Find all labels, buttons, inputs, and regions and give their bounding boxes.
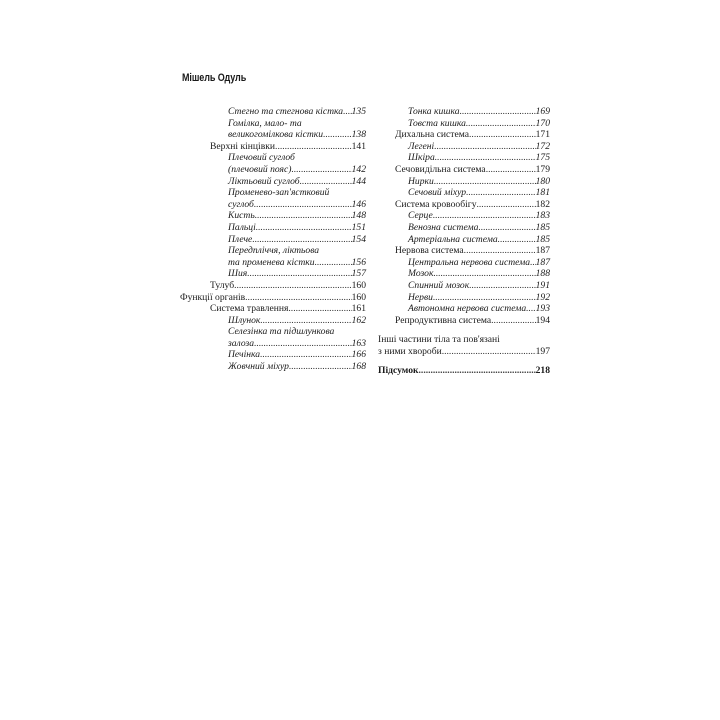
dot-leader bbox=[477, 199, 536, 211]
toc-page-number: 194 bbox=[535, 314, 550, 326]
toc-page-number: 144 bbox=[351, 175, 366, 187]
toc-spacer bbox=[378, 357, 550, 365]
toc-page-number: 138 bbox=[351, 129, 366, 141]
toc-entry-title: (плечовий пояс) bbox=[228, 163, 292, 175]
toc-entry[interactable] bbox=[378, 210, 550, 222]
toc-entry[interactable] bbox=[180, 234, 366, 246]
toc-entry-title: Сечовидільна система bbox=[395, 163, 486, 175]
dot-leader bbox=[469, 280, 535, 292]
dot-leader bbox=[486, 164, 536, 176]
dot-leader bbox=[260, 349, 352, 361]
dot-leader bbox=[256, 222, 352, 234]
toc-entry[interactable] bbox=[180, 349, 366, 361]
toc-entry-title: Артеріальна система bbox=[408, 233, 498, 245]
toc-page-number: 135 bbox=[351, 106, 366, 117]
toc-entry-title: Тонка кишка bbox=[408, 106, 460, 117]
toc-page-number: 185 bbox=[535, 221, 550, 233]
dot-leader bbox=[291, 164, 351, 176]
toc-entry-title-line: Передпліччя, ліктьова bbox=[228, 245, 320, 257]
dot-leader bbox=[526, 303, 535, 315]
toc-page-number: 179 bbox=[535, 163, 550, 175]
toc-page-number: 146 bbox=[351, 198, 366, 210]
dot-leader bbox=[315, 257, 352, 269]
toc-page-number: 183 bbox=[535, 210, 550, 222]
toc-entry-title: Сечовий міхур bbox=[408, 187, 467, 199]
toc-entry[interactable] bbox=[378, 141, 550, 153]
toc-entry-title-line: Гомілка, мало- та bbox=[228, 117, 302, 129]
toc-entry-title: Кисть bbox=[228, 210, 255, 222]
toc-entry[interactable] bbox=[378, 164, 550, 176]
toc-page-number: 163 bbox=[351, 337, 366, 349]
toc-page-number: 218 bbox=[535, 365, 550, 377]
toc-entry[interactable] bbox=[180, 141, 366, 153]
toc-entry[interactable] bbox=[180, 245, 366, 268]
toc-entry-title: Підсумок bbox=[378, 365, 419, 377]
dot-leader bbox=[252, 234, 351, 246]
toc-entry-title: Нирки bbox=[408, 175, 434, 187]
toc-page-number: 197 bbox=[535, 345, 550, 357]
toc-entry-title: Серце bbox=[408, 210, 433, 222]
dot-leader bbox=[300, 176, 352, 188]
dot-leader bbox=[491, 315, 535, 327]
toc-entry-title: Жовчний міхур bbox=[228, 361, 289, 373]
dot-leader bbox=[433, 210, 536, 222]
toc-page-number: 142 bbox=[351, 163, 366, 175]
toc-entry[interactable] bbox=[180, 326, 366, 349]
dot-leader bbox=[245, 292, 351, 304]
toc-page-number: 180 bbox=[535, 175, 550, 187]
toc-entry-title: Автономна нервова система bbox=[408, 303, 527, 315]
toc-entry-title: Система кровообігу bbox=[395, 198, 477, 210]
toc-entry-title: Спинний мозок bbox=[408, 279, 470, 291]
toc-page-number: 192 bbox=[535, 291, 550, 303]
toc-entry-title: великогомілкова кістки bbox=[228, 129, 324, 141]
dot-leader bbox=[247, 268, 351, 280]
toc-entry-title: Центральна нервова система bbox=[408, 256, 531, 268]
toc-entry-title: Пальці bbox=[228, 221, 256, 233]
toc-entry[interactable] bbox=[378, 268, 550, 280]
toc-entry[interactable] bbox=[378, 176, 550, 188]
toc-entry-title: залоза bbox=[228, 337, 255, 349]
toc-entry[interactable] bbox=[378, 199, 550, 211]
dot-leader bbox=[460, 106, 536, 118]
toc-page-number: 168 bbox=[351, 361, 366, 373]
toc-entry[interactable] bbox=[378, 106, 550, 118]
toc-entry[interactable] bbox=[378, 129, 550, 141]
toc-entry[interactable] bbox=[180, 280, 366, 292]
toc-page-number: 188 bbox=[535, 268, 550, 280]
dot-leader bbox=[433, 292, 536, 304]
toc-page-number: 193 bbox=[535, 303, 550, 315]
toc-entry-title: Легені bbox=[408, 140, 435, 152]
toc-entry-title-line: Інші частини тіла та пов'язані bbox=[378, 334, 500, 346]
toc-entry[interactable] bbox=[378, 187, 550, 199]
dot-leader bbox=[434, 141, 535, 153]
toc-entry-title: Венозна система bbox=[408, 221, 479, 233]
dot-leader bbox=[434, 176, 536, 188]
author-name: Мішель Одуль bbox=[182, 72, 247, 84]
toc-entry-title: Система травлення bbox=[210, 303, 289, 315]
toc-entry[interactable] bbox=[378, 280, 550, 292]
toc-entry[interactable] bbox=[378, 234, 550, 246]
toc-page-number: 187 bbox=[535, 256, 550, 268]
toc-entry-title: Стегно та стегнова кістка bbox=[228, 106, 344, 117]
toc-page-number: 185 bbox=[535, 233, 550, 245]
dot-leader bbox=[433, 268, 535, 280]
toc-page-number: 148 bbox=[351, 210, 366, 222]
toc-entry-title: Плече bbox=[228, 233, 253, 245]
toc-entry[interactable] bbox=[180, 361, 366, 373]
toc-entry-title: Шлунок bbox=[228, 314, 261, 326]
toc-page-number: 187 bbox=[535, 245, 550, 257]
toc-entry-title: Печінка bbox=[228, 349, 261, 361]
toc-page-number: 151 bbox=[351, 221, 366, 233]
toc-page-number: 162 bbox=[351, 314, 366, 326]
toc-page-number: 156 bbox=[351, 256, 366, 268]
toc-page-number: 166 bbox=[351, 349, 366, 361]
dot-leader bbox=[464, 245, 536, 257]
dot-leader bbox=[254, 338, 352, 350]
toc-entry[interactable] bbox=[378, 292, 550, 304]
dot-leader bbox=[469, 129, 536, 141]
toc-page-number: 141 bbox=[351, 140, 366, 152]
toc-right-column bbox=[378, 106, 550, 377]
dot-leader bbox=[435, 152, 536, 164]
toc-entry-title-line: Променево-зап'ястковий bbox=[228, 187, 330, 199]
toc-entry-title: з ними хвороби bbox=[378, 345, 442, 357]
toc-entry[interactable] bbox=[180, 303, 366, 315]
toc-left-column bbox=[180, 106, 366, 373]
toc-page-number: 170 bbox=[535, 117, 550, 129]
toc-page-number: 181 bbox=[535, 187, 550, 199]
toc-entry[interactable] bbox=[180, 315, 366, 327]
toc-entry-title: та променева кістки bbox=[228, 256, 315, 268]
toc-entry-title: Нервова система bbox=[395, 245, 464, 257]
dot-leader bbox=[255, 210, 352, 222]
toc-page-number: 182 bbox=[535, 198, 550, 210]
dot-leader bbox=[275, 141, 352, 153]
dot-leader bbox=[478, 222, 535, 234]
toc-entry-title: Ліктьовий суглоб bbox=[228, 175, 300, 187]
toc-entry[interactable] bbox=[180, 152, 366, 175]
dot-leader bbox=[288, 303, 351, 315]
toc-entry[interactable] bbox=[180, 176, 366, 188]
toc-entry[interactable] bbox=[378, 334, 550, 357]
dot-leader bbox=[466, 118, 536, 130]
toc-entry[interactable] bbox=[180, 210, 366, 222]
dot-leader bbox=[419, 365, 536, 377]
toc-entry[interactable] bbox=[378, 152, 550, 164]
toc-entry-title: Шия bbox=[228, 268, 248, 280]
toc-page-number: 154 bbox=[351, 233, 366, 245]
toc-entry-title: Тулуб bbox=[210, 279, 235, 291]
toc-entry[interactable] bbox=[180, 222, 366, 234]
dot-leader bbox=[260, 315, 351, 327]
toc-page-number: 172 bbox=[535, 140, 550, 152]
toc-entry[interactable] bbox=[180, 187, 366, 210]
toc-page-number: 161 bbox=[351, 303, 366, 315]
toc-page-number: 191 bbox=[535, 279, 550, 291]
dot-leader bbox=[343, 106, 352, 118]
toc-entry-title-line: Плечовий суглоб bbox=[228, 152, 295, 164]
toc-entry[interactable] bbox=[378, 303, 550, 315]
toc-entry[interactable] bbox=[378, 365, 550, 377]
toc-entry-title: Нерви bbox=[408, 291, 433, 303]
toc-entry[interactable] bbox=[378, 222, 550, 234]
toc-entry[interactable] bbox=[378, 118, 550, 130]
dot-leader bbox=[254, 199, 352, 211]
dot-leader bbox=[289, 361, 352, 373]
dot-leader bbox=[442, 346, 536, 358]
toc-entry[interactable] bbox=[180, 268, 366, 280]
toc-entry[interactable] bbox=[378, 257, 550, 269]
toc-entry[interactable] bbox=[180, 292, 366, 304]
toc-entry-title: Дихальна система bbox=[395, 129, 470, 141]
toc-entry-title-line: Селезінка та підшлункова bbox=[228, 326, 335, 338]
toc-entry[interactable] bbox=[180, 118, 366, 141]
toc-entry[interactable] bbox=[378, 315, 550, 327]
toc-page-number: 160 bbox=[351, 291, 366, 303]
dot-leader bbox=[466, 187, 536, 199]
toc-entry-title: Мозок bbox=[408, 268, 434, 280]
toc-entry-title: Шкіра bbox=[408, 152, 435, 164]
toc-page-number: 169 bbox=[535, 106, 550, 117]
toc-entry[interactable] bbox=[378, 245, 550, 257]
dot-leader bbox=[498, 234, 536, 246]
toc-page-number: 157 bbox=[351, 268, 366, 280]
toc-entry-title: суглоб bbox=[228, 198, 254, 210]
toc-entry-title: Товста кишка bbox=[408, 117, 466, 129]
dot-leader bbox=[323, 129, 352, 141]
toc-entry-title: Верхні кінцівки bbox=[210, 140, 276, 152]
toc-entry[interactable] bbox=[180, 106, 366, 118]
toc-spacer bbox=[378, 326, 550, 334]
dot-leader bbox=[234, 280, 352, 292]
toc-entry-title: Репродуктивна система bbox=[395, 314, 492, 326]
toc-page-number: 171 bbox=[535, 129, 550, 141]
toc-page-number: 175 bbox=[535, 152, 550, 164]
toc-page-number: 160 bbox=[351, 279, 366, 291]
toc-entry-title: Функції органів bbox=[180, 291, 246, 303]
